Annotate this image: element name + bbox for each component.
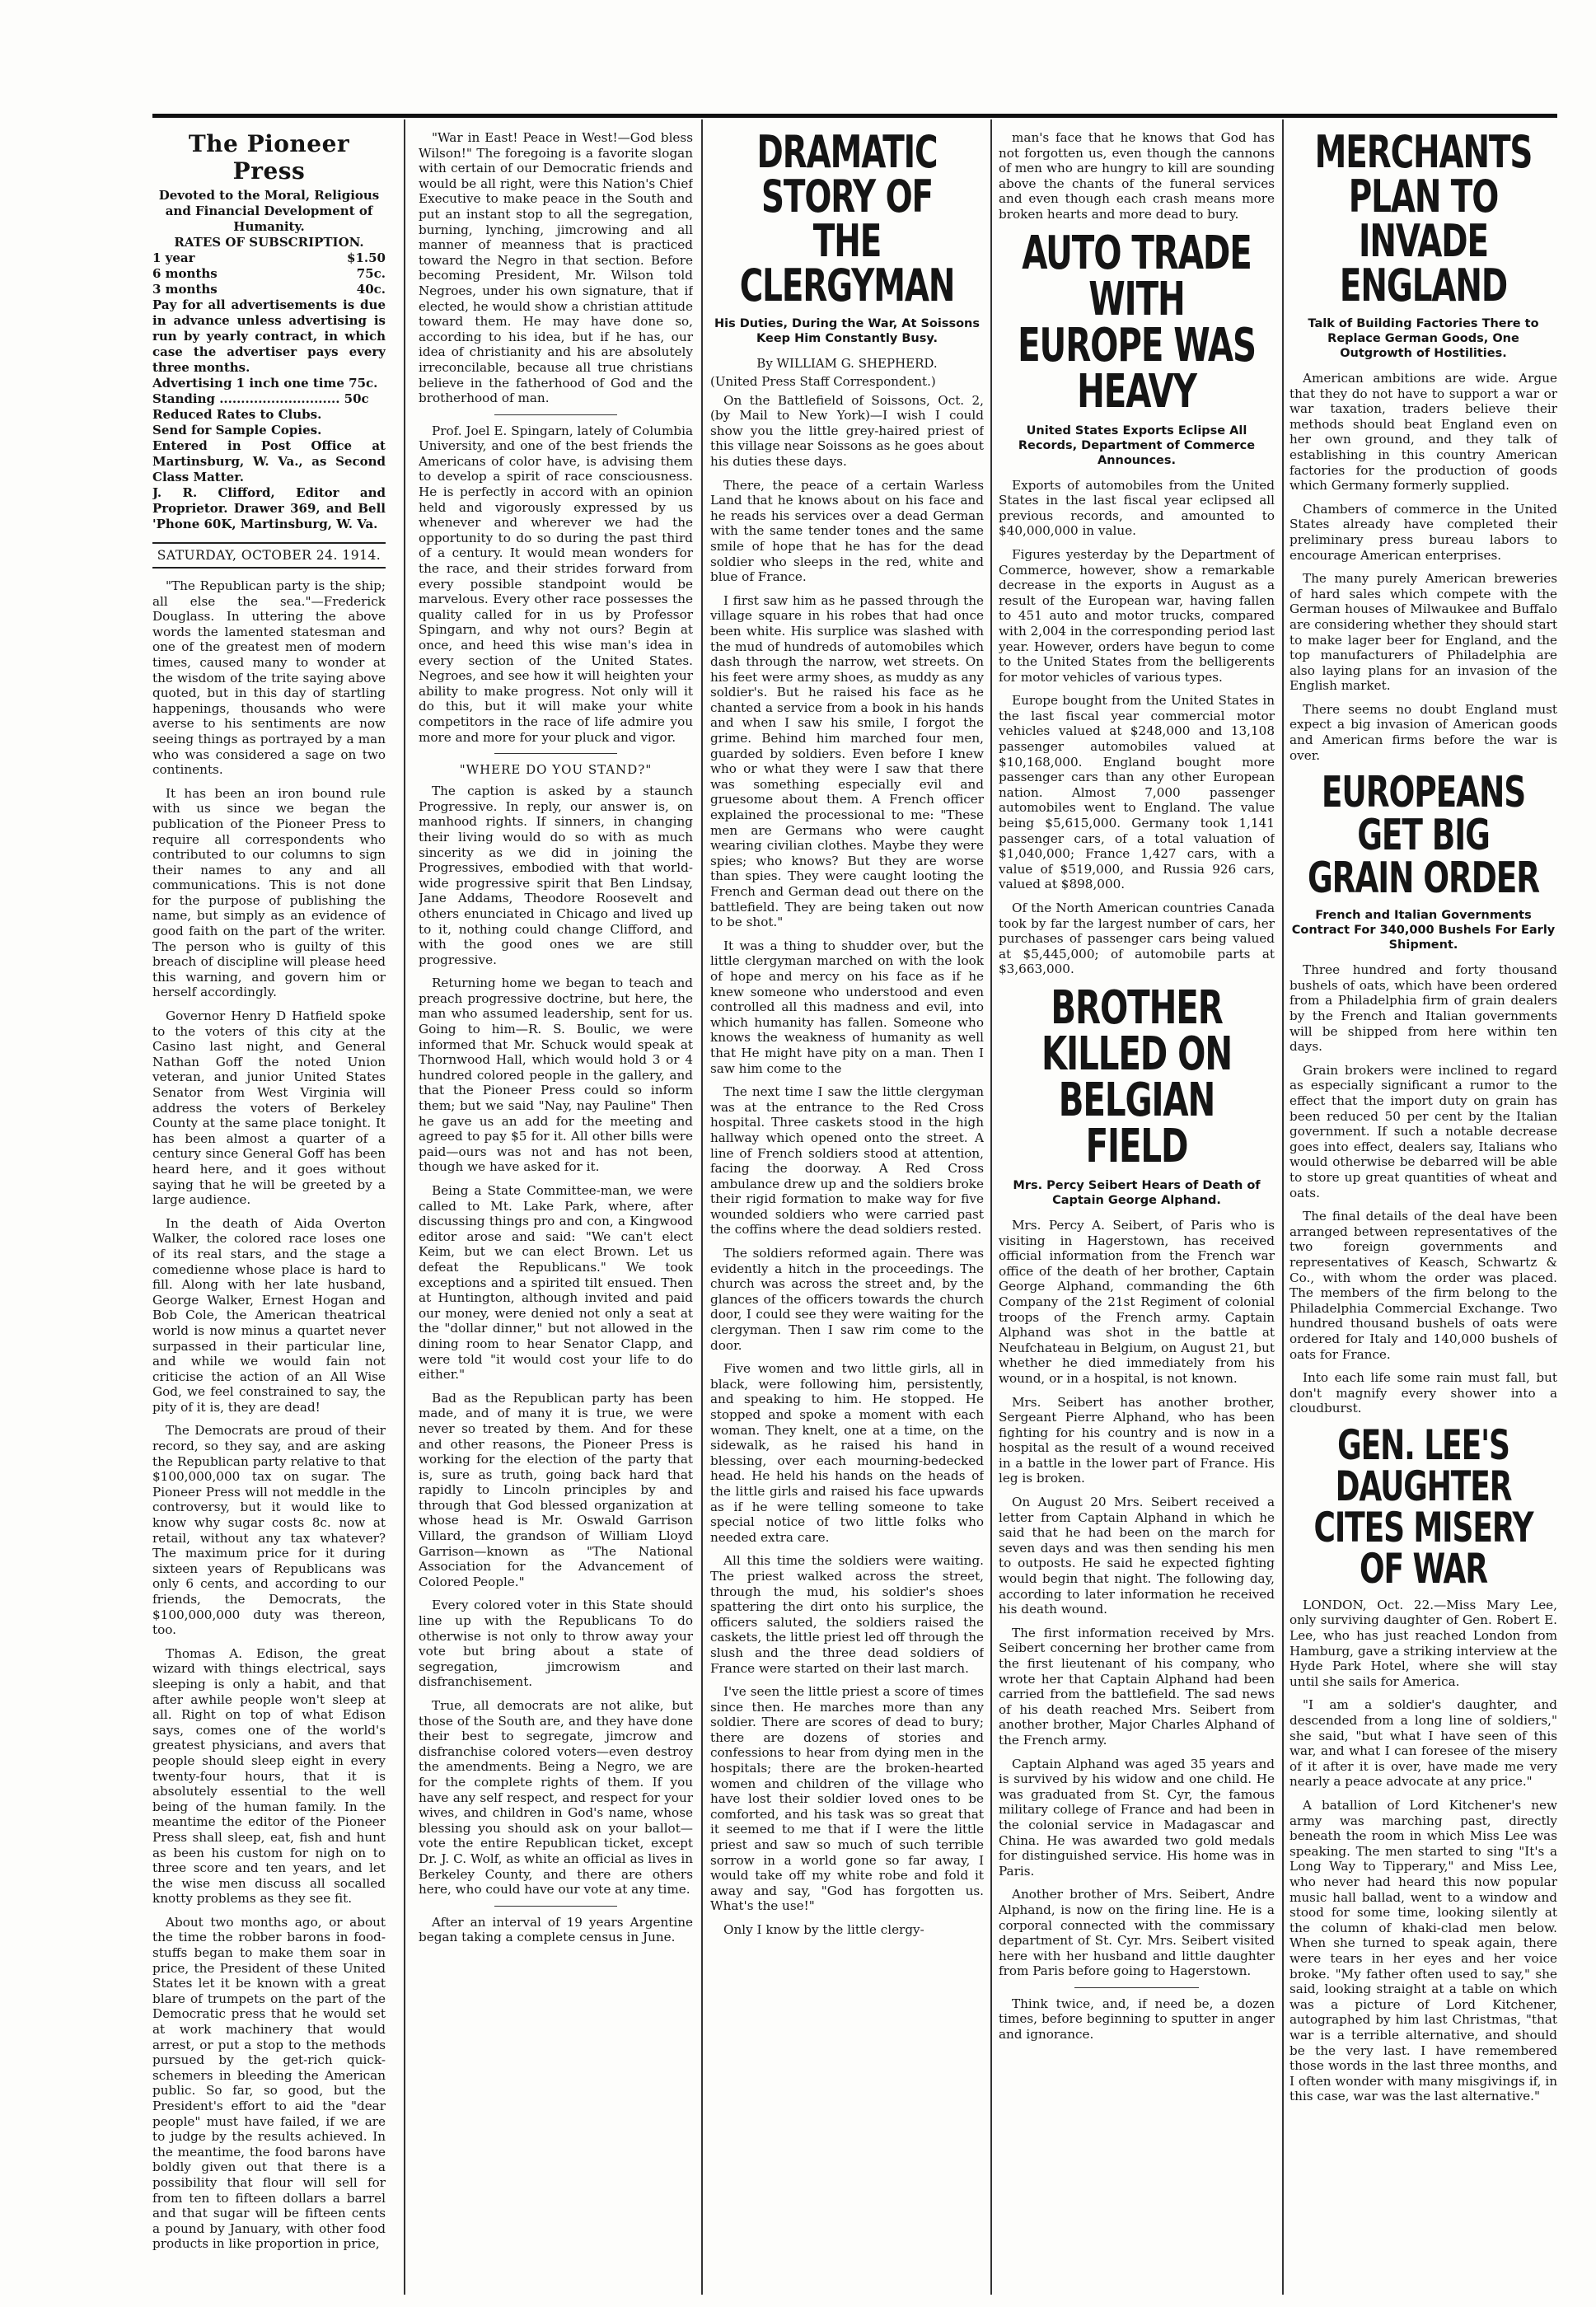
headline-auto-trade: AUTO TRADE WITH EUROPE WAS HEAVY — [1018, 226, 1256, 419]
article-paragraph: Three hundred and forty thousand bushels of oats, which have been ordered from a Philadelphia firm of grain dealers by the French and Italian governments will be shipped from here within ten days. — [1289, 962, 1557, 1055]
article-paragraph: Only I know by the little clergy- — [723, 1922, 924, 1937]
article-paragraph: Another brother of Mrs. Seibert, Andre Alphand, is now on the firing line. He is a corporal connected with the commissary department of St. Cyr. Mrs. Seibert visited here with her husband and little daughter from Paris before going to Hagerstown. — [999, 1887, 1275, 1979]
editor-info: J. R. Clifford, Editor and Proprietor. Drawer 369, and Bell 'Phone 60K, Martinsburg, W. Va. — [152, 485, 386, 531]
post-office-entry: Entered in Post Office at Martinsburg, W. Va., as Second Class Matter. — [152, 438, 386, 484]
editorial-paragraph: True, all democrats are not alike, but those of the South are, and they have done their best to segregate, jimcrow and disfranchise colored voters—even destroy the amendments. Being a Negro, we are for the complete rights of them. If you have any self respect, and respect for your wives, and children in God's name, whose blessing you should ask on your ballot—vote the entire Republican ticket, except Dr. J. C. Wolf, as white an official as lives in Berkeley County, and there are others here, who could have our vote at any time. — [419, 1698, 693, 1898]
article-paragraph: American ambitions are wide. Argue that they do not have to support a war or war taxation, traders believe their methods should beat England even on her own ground, and they talk of establishing in this country American factories for the production of goods which Germany formerly supplied. — [1289, 371, 1557, 494]
column-editorial-right — [419, 130, 693, 2293]
article-paragraph: Exports of automobiles from the United States in the last fiscal year eclipsed all previous records, and amounted to $40,000,000 in value. — [999, 477, 1275, 539]
article-paragraph: I've seen the little priest a score of times since then. He marches more than any soldier. There are scores of dead to bury; there are dozens of stories and confessions to hear from dying men in the hospitals; there are the broken-hearted women and children of the village who have lost their soldier loved ones to be comforted, and his task was so great that it seemed to me that if I were the little priest and saw so much of such terrible sorrow in a world gone so far away, I would take off my white robe and fold it away and say, "God has forgotten us. What's the use!" — [710, 1684, 984, 1914]
editorial-paragraph: Every colored voter in this State should line up with the Republicans To do otherwise is not only to throw away your vote but bring about a state of segregation, jimcrowism and disfranchisement. — [419, 1598, 693, 1690]
article-paragraph: The next time I saw the little clergyman was at the entrance to the Red Cross hospital. Three caskets stood in the high hallway which opened onto the street. A line of French soldiers stood at attention, facing the doorway. A Red Cross ambulance drew up and the soldiers broke their rigid formation to make way for five wounded soldiers who were carried past the coffins where the dead soldiers rested. — [710, 1084, 984, 1238]
byline: By WILLIAM G. SHEPHERD. — [756, 356, 938, 371]
column-clergyman-story — [710, 130, 984, 2293]
headline-lee-daughter: GEN. LEE'S DAUGHTER CITES MISERY OF WAR — [1313, 1420, 1533, 1593]
article-paragraph: All this time the soldiers were waiting. The priest walked across the street, through the mud, his soldier's shoes spattering the dirt onto his surplice, the officers saluted, the soldiers raised the caskets, the little priest led off through the slush and the three dead soldiers of France were started on their last march. — [710, 1553, 984, 1676]
advertising-terms: Pay for all advertisements is due in advance unless advertising is run by yearly contract, in which case the advertiser pays every three months. — [152, 297, 386, 375]
editorial-paragraph: Thomas A. Edison, the great wizard with things electrical, says sleeping is only a habit, and that after awhile people won't sleep at all. Right on top of what Edison says, comes one of the world's greatest physicians, and avers that people should sleep eight in every twenty-four hours, that it is absolutely essential to the well being of the human family. In the meantime the editor of the Pioneer Press shall sleep, eat, fish and hunt as been his custom for nigh on to three score and ten years, and let the wise men discuss all socalled knotty problems as they see fit. — [152, 1645, 386, 1907]
editorial-paragraph: Bad as the Republican party has been made, and of many it is true, we were never so treated by them. And for these and other reasons, the Pioneer Press is working for the election of the party that is, sure as truth, going back hard that rapidly to Lincoln principles by and through that God blessed organization at whose head is Mr. Oswald Garrison Villard, the grandson of William Lloyd Garrison—known as "The National Association for the Advancement of Colored People." — [419, 1390, 693, 1589]
editorial-paragraph: It has been an iron bound rule with us since we began the publication of the Pioneer Press to require all correspondents who contributed to our columns to sign their names to any and all communications. This is not done for the purpose of publishing the name, but simply as an evidence of good faith on the part of the writer. The person who is guilty of this breach of discipline will please heed this warning, and govern him or herself accordingly. — [152, 785, 386, 1000]
headline-merchants: MERCHANTS PLAN TO INVADE ENGLAND — [1314, 130, 1533, 311]
headline-clergyman: DRAMATIC STORY OF THE CLERGYMAN — [739, 130, 955, 311]
club-rates: Reduced Rates to Clubs. — [152, 407, 322, 422]
subheadline-brother-killed: Mrs. Percy Seibert Hears of Death of Captain George Alphand. — [1013, 1178, 1261, 1207]
editorial-paragraph: The caption is asked by a staunch Progressive. In reply, our answer is, on manhood rights. If sinners, in changing their living would do so with as much sincerity as we did in joining the Progressives, embodied with that world-wide progressive spirit that Ben Lindsay, Jane Addams, Theodore Roosevelt and others enunciated in Chicago and lived up to it, nothing could change Clifford, and with the good ones we are still progressive. — [419, 784, 693, 967]
headline-grain-order: EUROPEANS GET BIG GRAIN ORDER — [1307, 768, 1540, 904]
article-paragraph: On the Battlefield of Soissons, Oct. 2, (by Mail to New York)—I wish I could show you the little grey-haired priest of this village near Soissons as he goes about his duties these days. — [710, 392, 984, 469]
headline-brother-killed: BROTHER KILLED ON BELGIAN FIELD — [1041, 980, 1232, 1173]
masthead: The Pioneer Press — [188, 130, 350, 185]
editorial-paragraph: Returning home we began to teach and preach progressive doctrine, but here, the man who assumed leadership, sent for us. Going to him—R. S. Boulic, we were informed that Mr. Schuck would speak at Thornwood Hall, which would hold 3 or 4 hundred colored people in the gallery, and that the Pioneer Press could so inform them; but we said "Nay, nay Pauline" Then he gave us an add for the meeting and agreed to pay $5 for it. All other bills were paid—ours was not and has not been, though we have asked for it. — [419, 976, 693, 1175]
subheadline-clergyman: His Duties, During the War, At Soissons Keep Him Constantly Busy. — [714, 317, 981, 345]
subheadline-merchants: Talk of Building Factories There to Replace German Goods, One Outgrowth of Hostilities. — [1308, 317, 1539, 360]
article-paragraph: On August 20 Mrs. Seibert received a letter from Captain Alphand in which he said that he had been on the march for seven days and was then sending his men to outposts. He said he expected fighting would begin that night. The following day, according to later information he received his death wound. — [999, 1495, 1275, 1617]
article-paragraph: The final details of the deal have been arranged between representatives of the two foreign governments and representatives of Keasch, Schwartz & Co., with whom the order was placed. The members of the firm belong to the Philadelphia Commercial Exchange. Two hundred thousand bushels of oats were ordered for Italy and 140,000 bushels of oats for France. — [1289, 1209, 1557, 1362]
column-merchants — [1289, 130, 1557, 2293]
filler-maxim: Think twice, and, if need be, a dozen times, before beginning to sputter in anger and ignorance. — [999, 1996, 1275, 2043]
editorial-paragraph: About two months ago, or about the time the robber barons in food-stuffs began to make them soar in price, the President of these United States let it be known with a great blare of trumpets on the part of the Democratic press that he would set at work machinery that would arrest, or put a stop to the methods pursued by the get-rich quick-schemers in bleeding the American public. So far, so good, but the President's effort to aid the "dear people" must have failed, if we are to judge by the results achieved. In the meantime, the food barons have boldly given out that there is a possibility that flour will sell for from ten to fifteen dollars a barrel and that sugar will be fifteen cents a pound by January, with other food products in like proportion in price, — [152, 1914, 386, 2252]
article-paragraph: I first saw him as he passed through the village square in his robes that had once been white. His surplice was slashed with the mud of hundreds of automobiles which dash through the narrow, wet streets. On his feet were army shoes, as muddy as any soldier's. But he raised his face as he chanted a service from a book in his hands and when I saw his smile, I forgot the grime. Behind him marched four men, guarded by soldiers. Even before I knew who or what they were I saw that there was something especially evil and gruesome about them. A French officer explained the processional to me: "These men are Germans who were caught wearing civilian clothes. Maybe they were spies; who knows? But they are worse than spies. They were caught looting the French and German dead out there on the battlefield. They are being taken out now to be shot." — [710, 592, 984, 930]
divider — [494, 753, 618, 754]
article-paragraph: Five women and two little girls, all in black, were following him, persistently, and speaking to him. He stopped. He stopped and spoke a moment with each woman. They knelt, one at a time, on the sidewalk, as he raised his hand in blessing, over each mourning-bedecked head. He held his hands on the heads of the little girls and raised his face upwards as if he were telling someone to take special notice of two little folks who needed extra care. — [710, 1361, 984, 1545]
section-title: "WHERE DO YOU STAND?" — [459, 762, 653, 778]
article-paragraph: There seems no doubt England must expect a big invasion of American goods and American firms before the war is over. — [1289, 701, 1557, 763]
editorial-paragraph: The Democrats are proud of their record, so they say, and are asking the Republican party relative to that $100,000,000 tax on sugar. The Pioneer Press will not meddle in the controversy, but it would like to know why sugar costs 8c. now at retail, without any tax whatever? The maximum price for it during sixteen years of Republicans was only 6 cents, and according to our friends, the Democrats, the $100,000,000 duty was thereon, too. — [152, 1423, 386, 1638]
divider — [494, 414, 618, 415]
subheadline-grain-order: French and Italian Governments Contract For 340,000 Bushels For Early Shipment. — [1291, 909, 1556, 952]
standing-rate: Standing ............................ 50c — [152, 391, 369, 406]
column-divider — [701, 119, 703, 2295]
column-auto-trade — [999, 130, 1275, 2293]
article-paragraph: Mrs. Percy A. Seibert, of Paris who is visiting in Hagerstown, has received official information from the French war office of the death of her brother, Captain George Alphand, commanding the 6th Company of the 21st Regiment of colonial troops of the French army. Captain Alphand was shot in the battle at Neufchateau in Belgium, on August 21, but whether he died immediately from his wound, or in a hospital, is not known. — [999, 1217, 1275, 1386]
editorial-paragraph: In the death of Aida Overton Walker, the colored race loses one of its real stars, and the stage a comedienne whose place is hard to fill. Along with her late husband, George Walker, Ernest Hogan and Bob Cole, the American theatrical world is now minus a quartet never surpassed in their particular line, and while we would fain not criticise the action of an All Wise God, we feel constrained to say, the pity of it is, they are dead! — [152, 1215, 386, 1415]
filler-maxim: Into each life some rain must fall, but don't magnify every shower into a cloudburst. — [1289, 1370, 1557, 1416]
rate-row: 6 months 75c. — [152, 266, 386, 281]
article-paragraph: "I am a soldier's daughter, and descended from a long line of soldiers," she said, "but what I have seen of this war, and what I can foresee of the misery of it after it is over, have made me very nearly a peace advocate at any price." — [1289, 1697, 1557, 1790]
byline-affiliation: (United Press Staff Correspondent.) — [710, 374, 936, 389]
subheadline-auto-trade: United States Exports Eclipse All Records, Department of Commerce Announces. — [1018, 423, 1256, 467]
rate-row: 3 months 40c. — [152, 282, 386, 297]
article-paragraph: man's face that he knows that God has not forgotten us, even though the cannons of men who are hungry to kill are sounding above the chants of the funeral services and even though each crash means more broken hearts and more dead to bury. — [999, 130, 1275, 222]
editorial-paragraph: Governor Henry D Hatfield spoke to the voters of this city at the Casino last night, and General Nathan Goff the noted Union veteran, and junior United States Senator from West Virginia will address the voters of Berkeley County at the same place tonight. It has been almost a quarter of a century since General Goff has been heard here, and it goes without saying that he will be greeted by a large audience. — [152, 1008, 386, 1208]
rates-title: RATES OF SUBSCRIPTION. — [174, 235, 364, 250]
column-divider — [990, 119, 992, 2295]
article-paragraph: The first information received by Mrs. Seibert concerning her brother came from the first lieutenant of his company, who wrote her that Captain Alphand had been carried from the battlefield. The sad news of his death reached Mrs. Seibert from another brother, Major Charles Alphand of the French army. — [999, 1625, 1275, 1748]
editorial-paragraph: "War in East! Peace in West!—God bless Wilson!" The foregoing is a favorite slogan with certain of our Democratic friends and would be all right, were this Nation's Chief Executive to make peace in the South and put an instant stop to all the segregation, burning, lynching, jimcrowing and all manner of meanness that is practiced toward the Negro in that section. Before becoming President, Mr. Wilson told Negroes, under his own signature, that if elected, he would show a christian attitude toward them. He may have done so, according to his idea, but if he has, our idea of christianity and his are absolutely irreconcilable, because all true christians believe in the fatherhood of God and the brotherhood of man. — [419, 130, 693, 406]
article-paragraph: The many purely American breweries of hard sales which compete with the German houses of Milwaukee and Buffalo are considering whether they should start to make lager beer for England, and the top manufacturers of Philadelphia are also laying plans for an invasion of the English market. — [1289, 571, 1557, 694]
editorial-paragraph: Being a State Committee-man, we were called to Mt. Lake Park, where, after discussing things pro and con, a Kingwood editor arose and said: "We can't elect Keim, but we can elect Brown. Let us defeat the Republicans." We took exceptions and a spirited tilt ensued. Then at Huntington, although invited and paid our money, were denied not only a seat at the "dollar dinner," but not allowed in the dining room to hear Senator Clapp, and were told "it would cost your life to do either." — [419, 1183, 693, 1383]
article-paragraph: LONDON, Oct. 22.—Miss Mary Lee, only surviving daughter of Gen. Robert E. Lee, who has just reached London from Hamburg, gave a striking interview at the Hyde Park Hotel, where she will stay until she sails for America. — [1289, 1597, 1557, 1689]
column-editorial-left — [152, 130, 386, 2293]
top-rule — [152, 114, 1557, 118]
article-paragraph: Mrs. Seibert has another brother, Sergeant Pierre Alphand, who has been fighting for his country and is now in a hospital as the result of a wound received in a battle in the lower part of France. His leg is broken. — [999, 1394, 1275, 1486]
divider — [1074, 1987, 1199, 1988]
issue-date: SATURDAY, OCTOBER 24. 1914. — [152, 542, 386, 569]
article-paragraph: Captain Alphand was aged 35 years and is survived by his widow and one child. He was graduated from St. Cyr, the famous military college of France and had been in the colonial service in Madagascar and China. He was awarded two gold medals for distinguished service. His home was in Paris. — [999, 1756, 1275, 1879]
editorial-paragraph: Prof. Joel E. Spingarn, lately of Columbia University, and one of the best friends the Americans of color have, is advising them to develop a spirit of race consciousness. He is perfectly in accord with an opinion held and vigorously expressed by us whenever and wherever we had the opportunity to do so during the past third of a century. It would mean wonders for the race, and their strides forward from every possible standpoint would be marvelous. Every other race possesses the quality called for in us by Professor Spingarn, and why not ours? Begin at once, and heed this wise man's idea in every section of the United States. Negroes, and see how it will heighten your ability to make progress. Not only will it do this, but it will make your white competitors in the race of life admire you more and more for your pluck and vigor. — [419, 423, 693, 745]
rate-row: 1 year $1.50 — [152, 250, 386, 265]
sample-copies: Send for Sample Copies. — [152, 423, 322, 438]
article-paragraph: Of the North American countries Canada took by far the largest number of cars, her purchases of passenger cars being valued at $5,445,000; of automobile parts at $3,663,000. — [999, 901, 1275, 977]
article-paragraph: A batallion of Lord Kitchener's new army was marching past, directly beneath the room in which Miss Lee was speaking. The men started to sing "It's a Long Way to Tipperary," and Miss Lee, who never had heard this now popular music hall ballad, went to a window and stood for some time, looking silently at the column of khaki-clad men below. When she turned to speak again, there were tears in her eyes and her voice broke. "My father often used to say," she said, looking straight at a table on which was a picture of Lord Kitchener, autographed by him last Christmas, "that war is a terrible alternative, and should be the very last. I have remembered those words in the last three months, and I often wonder with many misgivings if, in this case, war was the last alternative." — [1289, 1798, 1557, 2104]
editorial-paragraph: "The Republican party is the ship; all else the sea."—Frederick Douglass. In uttering the above words the lamented statesman and one of the greatest men of modern times, caused many to wonder at the wisdom of the trite saying above quoted, but in this day of startling happenings, thousands who were averse to his sentiments are now seeing things as portrayed by a man who was considered a sage on two continents. — [152, 578, 386, 778]
column-divider — [1282, 119, 1284, 2295]
article-paragraph: Europe bought from the United States in the last fiscal year commercial motor vehicles valued at $248,000 and 13,108 passenger automobiles valued at $10,168,000. England bought more passenger cars than any other European nation. Almost 7,000 passenger automobiles went to England. The value being $5,615,000. Germany took 1,141 passenger cars, of a total valuation of $1,040,000; France 1,427 cars, with a value of $519,000, and Russia 926 cars, valued at $898,000. — [999, 693, 1275, 892]
article-paragraph: The soldiers reformed again. There was evidently a hitch in the proceedings. The church was across the street and, by the glances of the officers towards the church door, I could see they were waiting for the clergyman. Then I saw rim come to the door. — [710, 1246, 984, 1353]
article-paragraph: Figures yesterday by the Department of Commerce, however, show a remarkable decrease in the exports in August as a result of the European war, having fallen to 451 auto and motor trucks, compared with 2,004 in the corresponding period last year. However, orders have begun to come to the United States from the belligerents for motor vehicles of various types. — [999, 546, 1275, 685]
advertising-rate: Advertising 1 inch one time 75c. — [152, 376, 378, 391]
article-paragraph: Chambers of commerce in the United States already have completed their preliminary press bureau labors to encourage American enterprises. — [1289, 501, 1557, 563]
column-divider — [404, 119, 405, 2295]
article-paragraph: It was a thing to shudder over, but the little clergyman marched on with the look of hope and mercy on his face as if he knew someone who understood and even controlled all this madness and evil, into which humanity has fallen. Someone who knows the weakness of humanity as well that He might have pity on a man. Then I saw him come to the — [710, 938, 984, 1076]
article-paragraph: Grain brokers were inclined to regard as especially significant a rumor to the effect that the import duty on grain has been reduced 50 per cent by the Italian government. If such a notable decrease goes into effect, dealers say, Italians who would otherwise be debarred will be able to store up great quantities of wheat and oats. — [1289, 1062, 1557, 1200]
masthead-motto: Devoted to the Moral, Religious and Financial Development of Humanity. — [158, 188, 380, 234]
census-note: After an interval of 19 years Argentine began taking a complete census in June. — [419, 1914, 693, 1945]
article-paragraph: There, the peace of a certain Warless Land that he knows about on his face and he reads his services over a dead German with the same tender tones and the same smile of hope that he has for the dead soldier who sleeps in the red, white and blue of France. — [710, 477, 984, 585]
divider — [494, 1906, 618, 1907]
